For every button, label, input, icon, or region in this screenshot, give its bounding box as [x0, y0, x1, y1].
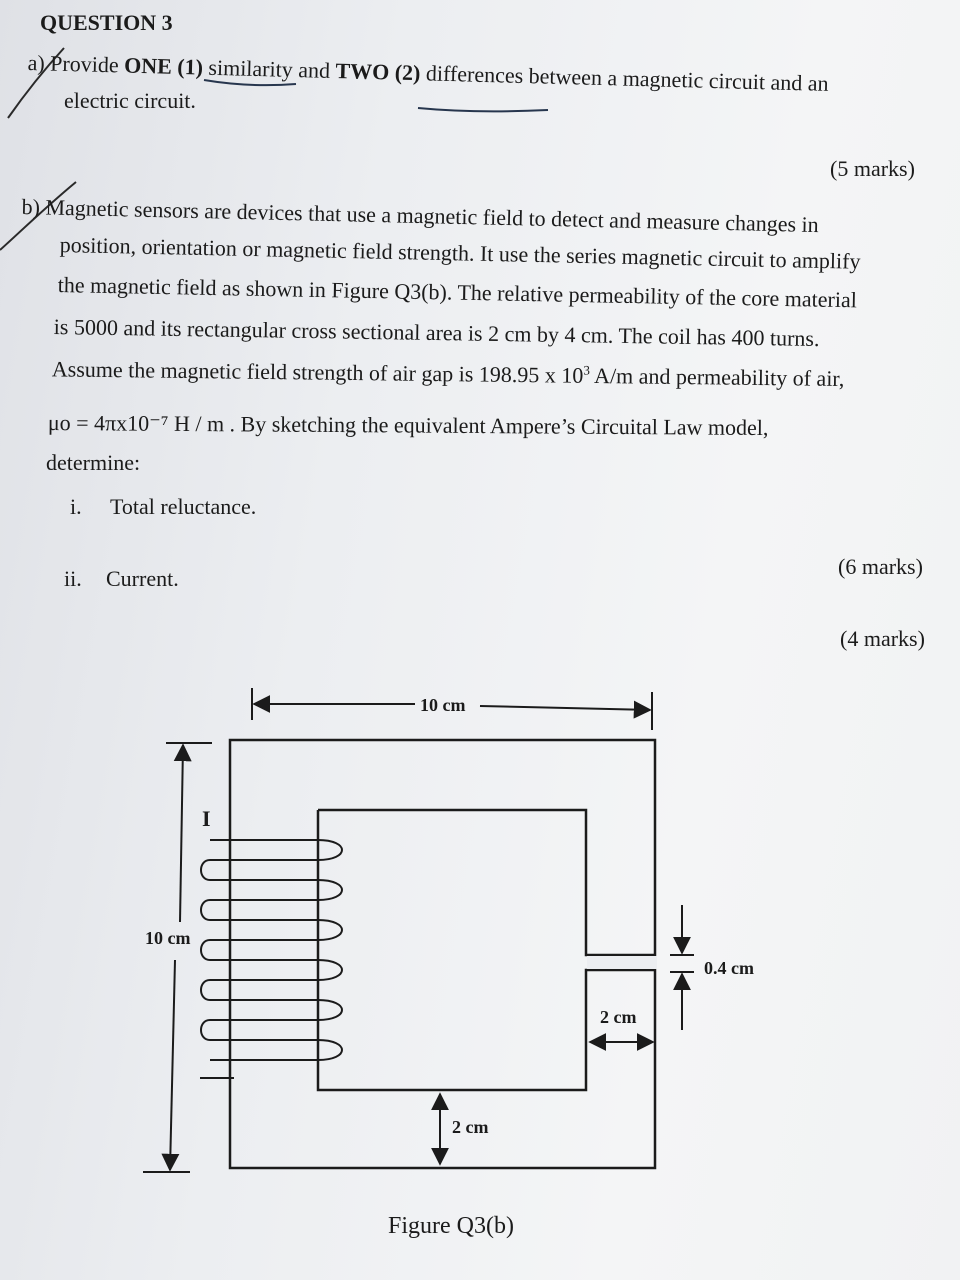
dim-top-label: 10 cm [420, 695, 466, 715]
core-window-upper [318, 810, 655, 955]
part-b-line2: position, orientation or magnetic field strength. It use the series magnetic circuit to amplify [59, 232, 861, 274]
sub-question-i-number: i. [70, 494, 82, 519]
core-window-lower [318, 810, 655, 1090]
figure-magnetic-circuit [0, 660, 960, 1260]
question-title: QUESTION 3 [40, 10, 173, 35]
gap-label: 0.4 cm [704, 958, 754, 978]
dim-left-label: 10 cm [145, 928, 191, 948]
air-gap [587, 956, 657, 969]
marks-i: (6 marks) [838, 554, 923, 579]
coil-winding [200, 840, 342, 1078]
part-a-label: a) [27, 50, 46, 76]
sub-question-ii-number: ii. [64, 566, 82, 591]
part-b-line5: Assume the magnetic field strength of air gap is 198.95 x $10^3$ A/m and permeability of air, [51, 356, 845, 392]
sub-question-ii: Current. [106, 566, 179, 591]
figure-caption: Figure Q3(b) [388, 1213, 514, 1239]
underline-differences [418, 108, 548, 111]
part-b-line6: μo = 4πx10⁻⁷ H / m . By sketching the equivalent Ampere’s Circuital Law model, [47, 410, 769, 441]
part-a-line2: electric circuit. [64, 88, 196, 113]
dim-left-arrow-up [180, 745, 183, 922]
dim-left-arrow-down [170, 960, 175, 1170]
part-a-line1: a) Provide ONE (1) similarity and TWO (2) differences between a magnetic circuit and an [27, 50, 829, 96]
part-b-line7: determine: [46, 450, 141, 475]
width-right-label: 2 cm [600, 1007, 637, 1027]
part-b-line4: is 5000 and its rectangular cross sectional area is 2 cm by 4 cm. The coil has 400 turns. [53, 314, 820, 352]
part-b-line3: the magnetic field as shown in Figure Q3(b). The relative permeability of the core material [57, 272, 858, 313]
sub-question-i: Total reluctance. [110, 494, 257, 519]
part-a-marks: (5 marks) [830, 156, 915, 181]
part-b-label: b) [21, 194, 41, 220]
marks-ii: (4 marks) [840, 626, 925, 651]
dim-top-arrow-right [480, 706, 650, 710]
width-bottom-label: 2 cm [452, 1117, 489, 1137]
current-label: I [202, 806, 211, 831]
part-b-line1: b) Magnetic sensors are devices that use a magnetic field to detect and measure changes in [21, 194, 819, 238]
